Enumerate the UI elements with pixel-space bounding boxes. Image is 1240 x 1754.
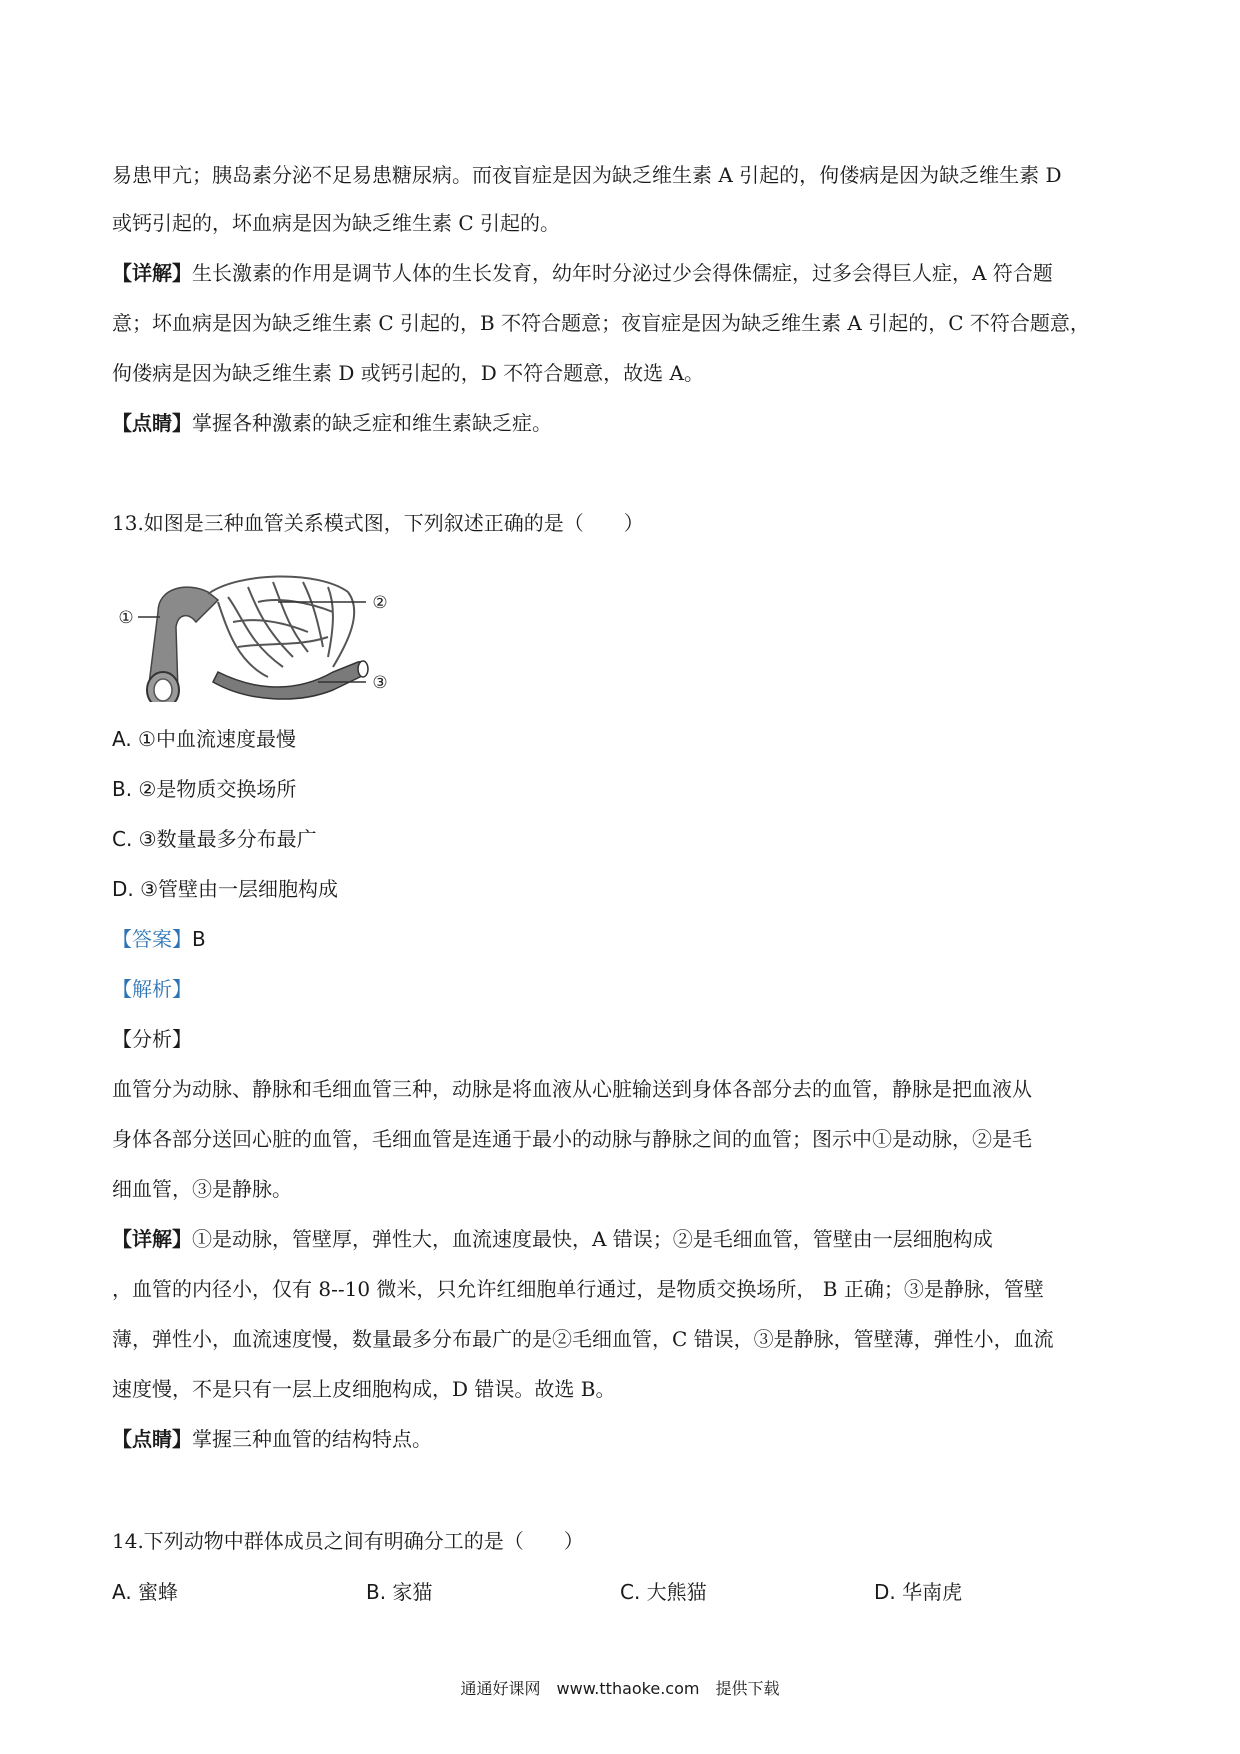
answer-tag: 【答案】 xyxy=(112,927,192,951)
prev-detail-line xyxy=(112,258,1053,288)
option-c: C. ③数量最多分布最广 xyxy=(112,827,317,851)
jiexi-tag: 【解析】 xyxy=(112,977,192,1001)
figure-label-1: ① xyxy=(118,608,134,628)
answer-value: B xyxy=(192,927,206,951)
option-c: C. 大熊猫 xyxy=(620,1580,707,1604)
capillary-network xyxy=(208,576,354,677)
detail-text: ①是动脉，管壁厚，弹性大，血流速度最快，A 错误；②是毛细血管，管壁由一层细胞构成 xyxy=(192,1227,993,1251)
option-d: D. 华南虎 xyxy=(874,1580,963,1604)
point-text: 掌握各种激素的缺乏症和维生素缺乏症。 xyxy=(192,411,552,435)
detail-tag: 【详解】 xyxy=(112,1227,192,1251)
detail-text: 生长激素的作用是调节人体的生长发育，幼年时分泌过少会得侏儒症，过多会得巨人症，A 符合题 xyxy=(192,261,1053,285)
prev-text-line: 易患甲亢；胰岛素分泌不足易患糖尿病。而夜盲症是因为缺乏维生素 A 引起的，佝偻病是因为缺乏维生素 D xyxy=(112,163,1062,187)
point-tag: 【点睛】 xyxy=(112,1427,192,1451)
detail-line xyxy=(112,1224,993,1254)
analysis-line: 血管分为动脉、静脉和毛细血管三种，动脉是将血液从心脏输送到身体各部分去的血管，静脉是把血液从 xyxy=(112,1077,1032,1101)
option-b: B. ②是物质交换场所 xyxy=(112,777,297,801)
blood-vessel-diagram xyxy=(118,572,408,702)
point-text: 掌握三种血管的结构特点。 xyxy=(192,1427,432,1451)
point-tag: 【点睛】 xyxy=(112,411,192,435)
answer-line xyxy=(112,924,206,954)
analysis-line: 细血管，③是静脉。 xyxy=(112,1177,292,1201)
prev-text-line: 或钙引起的，坏血病是因为缺乏维生素 C 引起的。 xyxy=(112,211,561,235)
artery-shape xyxy=(147,587,218,702)
option-b: B. 家猫 xyxy=(366,1580,433,1604)
detail-line: 薄，弹性小，血流速度慢，数量最多分布最广的是②毛细血管，C 错误，③是静脉，管壁薄，弹性小，血流 xyxy=(112,1327,1054,1351)
detail-line: 速度慢，不是只有一层上皮细胞构成，D 错误。故选 B。 xyxy=(112,1377,616,1401)
page-footer: 通通好课网 www.tthaoke.com 提供下载 xyxy=(460,1679,780,1698)
vein-shape xyxy=(213,661,368,699)
point-line xyxy=(112,1424,432,1454)
option-a: A. ①中血流速度最慢 xyxy=(112,727,296,751)
prev-detail-line: 佝偻病是因为缺乏维生素 D 或钙引起的，D 不符合题意，故选 A。 xyxy=(112,361,704,385)
figure-label-2: ② xyxy=(372,593,388,613)
prev-point-line xyxy=(112,408,552,438)
prev-detail-line: 意；坏血病是因为缺乏维生素 C 引起的，B 不符合题意；夜盲症是因为缺乏维生素 A 引起的，C 不符合题意， xyxy=(112,311,1090,335)
figure-label-3: ③ xyxy=(372,673,388,693)
question-13-stem: 13.如图是三种血管关系模式图，下列叙述正确的是（ ） xyxy=(112,511,644,535)
detail-line: ，血管的内径小，仅有 8--10 微米，只允许红细胞单行通过，是物质交换场所， B 正确；③是静脉，管壁 xyxy=(112,1277,1044,1301)
question-14-options xyxy=(112,1576,1130,1608)
option-d: D. ③管壁由一层细胞构成 xyxy=(112,877,339,901)
detail-tag: 【详解】 xyxy=(112,261,192,285)
option-a: A. 蜜蜂 xyxy=(112,1580,179,1604)
question-14-stem: 14.下列动物中群体成员之间有明确分工的是（ ） xyxy=(112,1529,584,1553)
analysis-tag: 【分析】 xyxy=(112,1027,192,1051)
analysis-line: 身体各部分送回心脏的血管，毛细血管是连通于最小的动脉与静脉之间的血管；图示中①是动脉，②是毛 xyxy=(112,1127,1032,1151)
